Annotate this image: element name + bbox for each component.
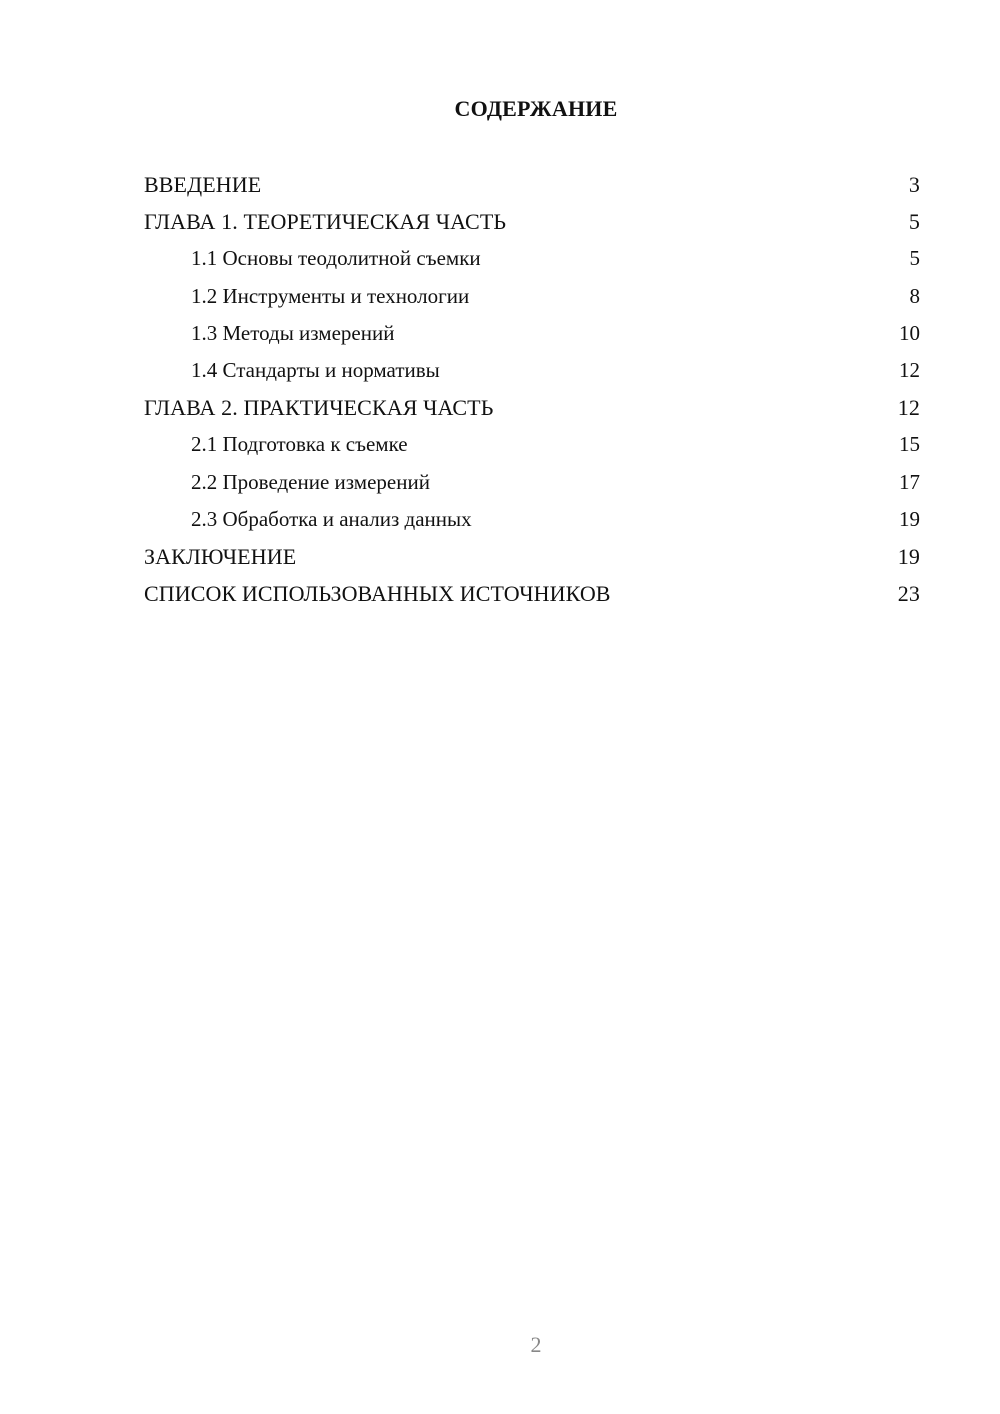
toc-entry-page: 5: [909, 246, 920, 271]
toc-entry-section-2-2[interactable]: [144, 464, 920, 501]
toc-entry-page: 17: [899, 469, 920, 494]
toc-entry-page: 5: [908, 209, 920, 235]
toc-entry-label: 2.1 Подготовка к съемке: [191, 432, 408, 457]
toc-entry-label: 1.1 Основы теодолитной съемки: [191, 246, 481, 271]
toc-entry-label: 1.4 Стандарты и нормативы: [191, 357, 440, 382]
toc-entry-label: 2.3 Обработка и анализ данных: [191, 506, 472, 531]
toc-entry-chapter-2[interactable]: [144, 389, 920, 426]
toc-entry-introduction[interactable]: [144, 166, 920, 203]
toc-entry-label: ВВЕДЕНИЕ: [144, 172, 262, 197]
toc-entry-label: ГЛАВА 2. ПРАКТИЧЕСКАЯ ЧАСТЬ: [144, 395, 494, 421]
toc-entry-page: 23: [897, 581, 920, 607]
toc-entry-page: 15: [899, 432, 920, 457]
toc-entry-label: СПИСОК ИСПОЛЬЗОВАННЫХ ИСТОЧНИКОВ: [144, 581, 611, 607]
toc-entry-page: 19: [899, 506, 920, 531]
page-number: 2: [530, 1332, 542, 1357]
toc-entry-page: 10: [899, 320, 920, 345]
toc-entry-section-2-1[interactable]: [144, 426, 920, 463]
toc-entry-label: 1.2 Инструменты и технологии: [191, 283, 470, 308]
toc-entry-label: ГЛАВА 1. ТЕОРЕТИЧЕСКАЯ ЧАСТЬ: [144, 209, 507, 235]
toc-entry-section-1-2[interactable]: [144, 278, 920, 315]
toc-entry-label: 1.3 Методы измерений: [191, 320, 395, 345]
toc-entry-section-2-3[interactable]: [144, 501, 920, 538]
toc-entry-page: 3: [908, 172, 920, 197]
toc-entry-section-1-1[interactable]: [144, 240, 920, 277]
toc-entry-page: 8: [909, 283, 920, 308]
toc-entry-page: 12: [897, 395, 920, 421]
toc-entry-page: 19: [897, 543, 920, 569]
toc-entry-page: 12: [899, 357, 920, 382]
toc-entry-section-1-4[interactable]: [144, 352, 920, 389]
toc-title: СОДЕРЖАНИЕ: [454, 96, 618, 121]
table-of-contents: [144, 166, 920, 612]
toc-entry-references[interactable]: [144, 575, 920, 612]
toc-entry-conclusion[interactable]: [144, 538, 920, 575]
toc-entry-label: ЗАКЛЮЧЕНИЕ: [144, 543, 297, 569]
toc-entry-section-1-3[interactable]: [144, 315, 920, 352]
toc-entry-chapter-1[interactable]: [144, 203, 920, 240]
toc-entry-label: 2.2 Проведение измерений: [191, 469, 430, 494]
